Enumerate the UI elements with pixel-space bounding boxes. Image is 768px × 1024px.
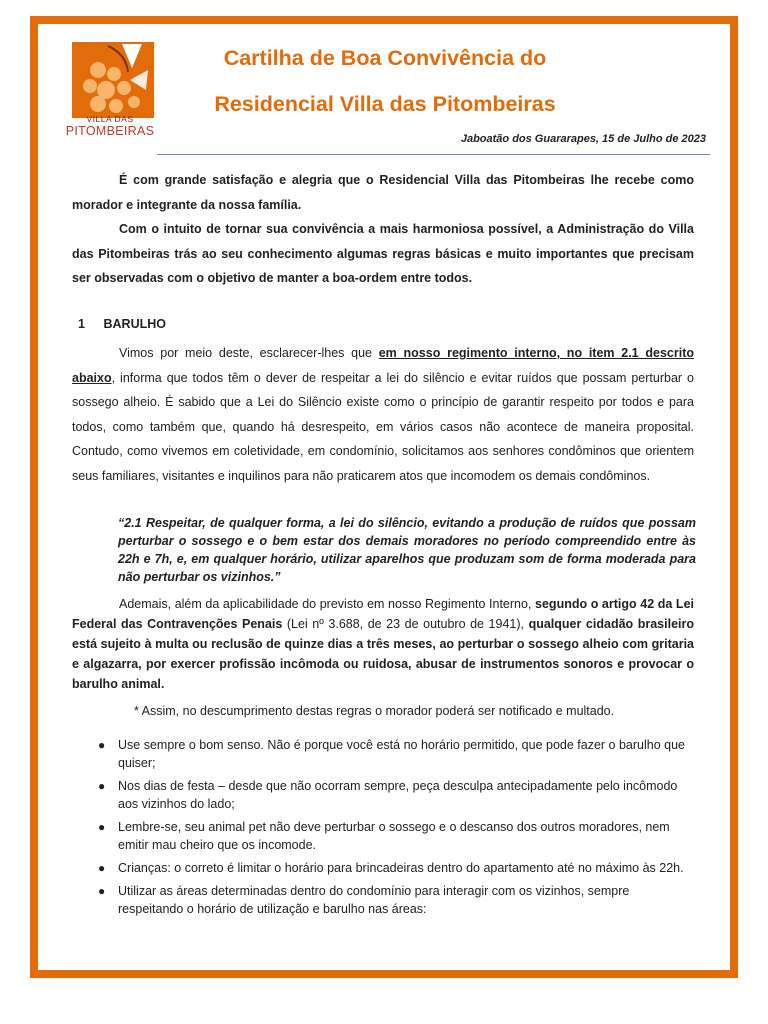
- list-item-text: Crianças: o correto é limitar o horário para brincadeiras dentro do apartamento até no máximo às 22h.: [118, 861, 684, 875]
- bullet-icon: ●: [98, 779, 106, 793]
- list-item: [72, 859, 698, 877]
- bullet-icon: ●: [98, 738, 106, 752]
- document-date: Jaboatão dos Guararapes, 15 de Julho de 2023: [460, 133, 706, 145]
- paragraph-text-end: , informa que todos têm o dever de respeitar a lei do silêncio e evitar ruídos que possam perturbar o sossego alheio. É sabido que a Lei do Silêncio existe como o princípio de garantir respeito por todos e para todos, como também que, quando há desrespeito, em vários casos não acontece de maneira proposital. Contudo, como vivemos em coletividade, em condomínio, solicitamos aos senhores condôminos que orientem seus familiares, visitantes e inquilinos para não praticarem atos que incomodem os demais condôminos.: [72, 370, 694, 483]
- list-item: [72, 736, 698, 772]
- list-item: [72, 818, 698, 854]
- intro-paragraph-1: É com grande satisfação e alegria que o Residencial Villa das Pitombeiras lhe recebe como morador e integrante da nossa família.: [72, 173, 694, 212]
- logo-line1: VILLA DAS: [86, 114, 134, 124]
- rules-list: [72, 736, 698, 923]
- section-paragraph-2: [72, 594, 694, 694]
- logo-line2: PITOMBEIRAS: [65, 124, 155, 138]
- list-item: [72, 777, 698, 813]
- paragraph-bold-2: qualquer cidadão brasileiro está sujeito à multa ou reclusão de quinze dias a três meses, ao perturbar o sossego alheio com gritaria e algazarra, por exercer profissão incômoda ou ruidosa, abusar de instrumentos sonoros e provocar o barulho animal.: [72, 617, 695, 691]
- title-line-2: Residencial Villa das Pitombeiras: [214, 92, 556, 116]
- regiment-quote: “2.1 Respeitar, de qualquer forma, a lei do silêncio, evitando a produção de ruídos que possam perturbar o sossego e o bem estar dos demais moradores no período compreendido entre às 22h e 7h, e, em qualquer horário, utilizar aparelhos que produzam som de forma moderada para não perturbar os vizinhos.”: [118, 516, 696, 584]
- bullet-icon: ●: [98, 884, 106, 898]
- bullet-icon: ●: [98, 820, 106, 834]
- pitomba-fruit-icon: [68, 40, 158, 120]
- logo-caption: [60, 115, 160, 139]
- paragraph-text-start: Vimos por meio deste, esclarecer-lhes que: [119, 346, 379, 360]
- list-item-text: Use sempre o bom senso. Não é porque você está no horário permitido, que pode fazer o barulho que quiser;: [118, 738, 686, 770]
- bullet-icon: ●: [98, 861, 106, 875]
- section-paragraph-1: [72, 341, 694, 488]
- paragraph-bold-1: segundo o artigo 42 da Lei Federal das Contravenções Penais: [72, 597, 694, 631]
- section-number: 1: [78, 317, 85, 331]
- underlined-reference: em nosso regimento interno, no item 2.1 descrito abaixo: [72, 346, 694, 385]
- paragraph-normal-1: Ademais, além da aplicabilidade do previsto em nosso Regimento Interno,: [119, 597, 536, 611]
- header-divider: [157, 154, 710, 155]
- list-item: [72, 882, 698, 918]
- intro-paragraph-2: Com o intuito de tornar sua convivência a mais harmoniosa possível, a Administração do Villa das Pitombeiras trás ao seu conhecimento algumas regras básicas e muito importantes que precisam ser observadas com o objetivo de manter a boa-ordem entre todos.: [72, 222, 694, 285]
- section-title: BARULHO: [103, 317, 166, 331]
- list-item-text: Nos dias de festa – desde que não ocorram sempre, peça desculpa antecipadamente pelo incômodo aos vizinhos do lado;: [118, 779, 678, 811]
- section-heading: [78, 317, 166, 331]
- title-line-1: Cartilha de Boa Convivência do: [223, 46, 547, 70]
- list-item-text: Utilizar as áreas determinadas dentro do condomínio para interagir com os vizinhos, sempre respeitando o horário de utilização e barulho nas áreas:: [118, 884, 630, 916]
- list-item-text: Lembre-se, seu animal pet não deve perturbar o sossego e o descanso dos outros moradores, nem emitir mau cheiro que os incomode.: [118, 820, 670, 852]
- penalty-note: * Assim, no descumprimento destas regras o morador poderá ser notificado e multado.: [134, 704, 615, 718]
- paragraph-normal-2: (Lei nº 3.688, de 23 de outubro de 1941),: [282, 617, 529, 631]
